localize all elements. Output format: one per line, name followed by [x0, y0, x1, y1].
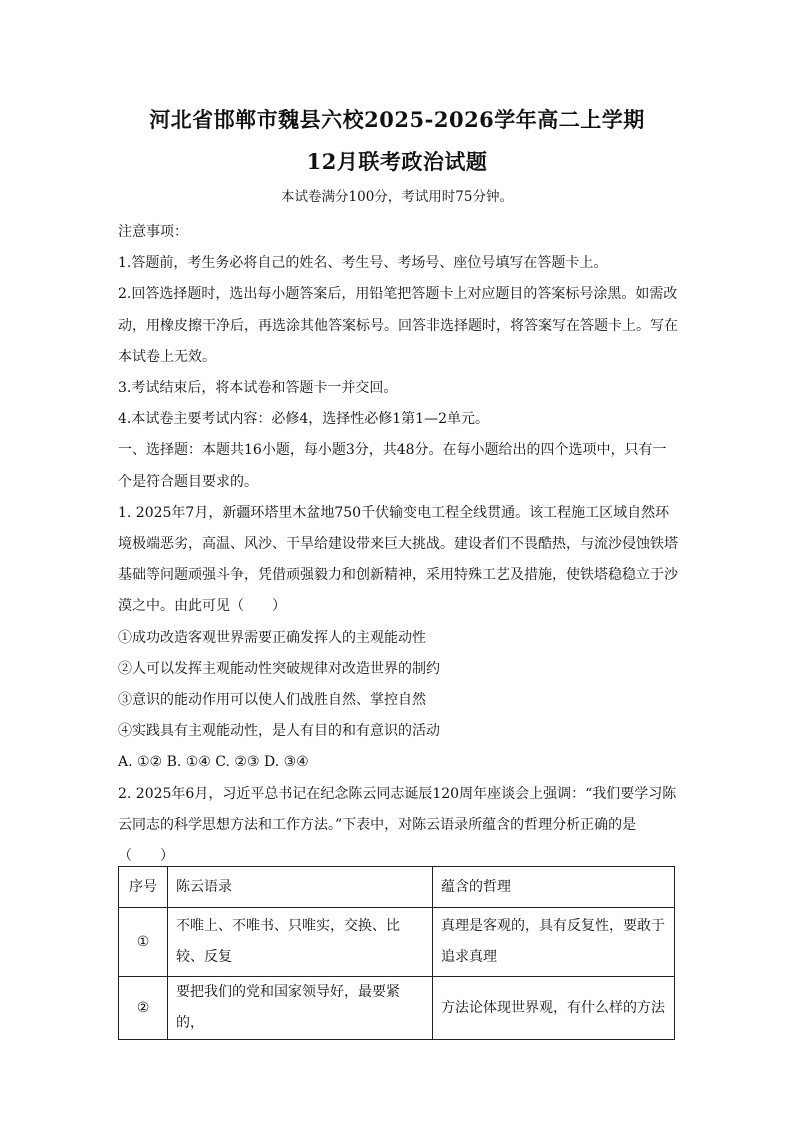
question-1-stem: 1. 2025年7月，新疆环塔里木盆地750千伏输变电工程全线贯通。该工程施工区域自然环境极端恶劣，高温、风沙、干旱给建设带来巨大挑战。建设者们不畏酷热，与流沙侵蚀铁塔基础等问题顽强斗争，凭借顽强毅力和创新精神，采用特殊工艺及措施，使铁塔稳稳立于沙漠之中。由此可见（ ） [118, 504, 678, 615]
table-header-row [119, 867, 675, 908]
section-heading: 一、选择题：本题共16小题，每小题3分，共48分。在每小题给出的四个选项中，只有一个是符合题目要求的。 [118, 442, 667, 490]
question-1-item: ①成功改造客观世界需要正确发挥人的主观能动性 [118, 629, 426, 646]
exam-subtitle: 本试卷满分100分，考试用时75分钟。 [281, 189, 513, 205]
table-row [119, 908, 675, 977]
question-1-item: ②人可以发挥主观能动性突破规律对改造世界的制约 [118, 660, 440, 677]
notice-item: 3.考试结束后，将本试卷和答题卡一并交回。 [118, 380, 398, 397]
question-2-stem: 2. 2025年6月，习近平总书记在纪念陈云同志诞辰120周年座谈会上强调：“我们要学习陈云同志的科学思想方法和工作方法。”下表中，对陈云语录所蕴含的哲理分析正确的是（ ） [118, 785, 677, 865]
exam-body [118, 217, 678, 872]
question-1-item: ③意识的能动作用可以使人们战胜自然、掌控自然 [118, 692, 426, 709]
table-row [119, 977, 675, 1040]
table-cell: 不唯上、不唯书、只唯实，交换、比较、反复 [168, 908, 433, 977]
notice-item: 1.答题前，考生务必将自己的姓名、考生号、考场号、座位号填写在答题卡上。 [118, 255, 608, 272]
question-2-table [118, 866, 675, 1040]
table-cell: 真理是客观的，具有反复性，要敢于追求真理 [433, 908, 675, 977]
table-cell: ① [119, 908, 168, 977]
table-cell: 方法论体现世界观，有什么样的方法 [433, 977, 675, 1040]
table-cell: ② [119, 977, 168, 1040]
notice-item: 4.本试卷主要考试内容：必修4，选择性必修1第1—2单元。 [118, 411, 489, 428]
exam-title-line2: 12月联考政治试题 [306, 149, 488, 174]
table-header-cell: 序号 [119, 867, 168, 908]
table-header-cell: 蕴含的哲理 [433, 867, 675, 908]
notice-item: 2.回答选择题时，选出每小题答案后，用铅笔把答题卡上对应题目的答案标号涂黑。如需改动，用橡皮擦干净后，再选涂其他答案标号。回答非选择题时，将答案写在答题卡上。写在本试卷上无效。 [118, 286, 678, 365]
exam-title-line1: 河北省邯郸市魏县六校2025-2026学年高二上学期 [149, 107, 645, 132]
question-1-options: A. ①② B. ①④ C. ②③ D. ③④ [118, 754, 309, 771]
question-1-item: ④实践具有主观能动性，是人有目的和有意识的活动 [118, 723, 440, 740]
notice-heading: 注意事项： [118, 224, 188, 240]
table-cell: 要把我们的党和国家领导好，最要紧的， [168, 977, 433, 1040]
table-header-cell: 陈云语录 [168, 867, 433, 908]
